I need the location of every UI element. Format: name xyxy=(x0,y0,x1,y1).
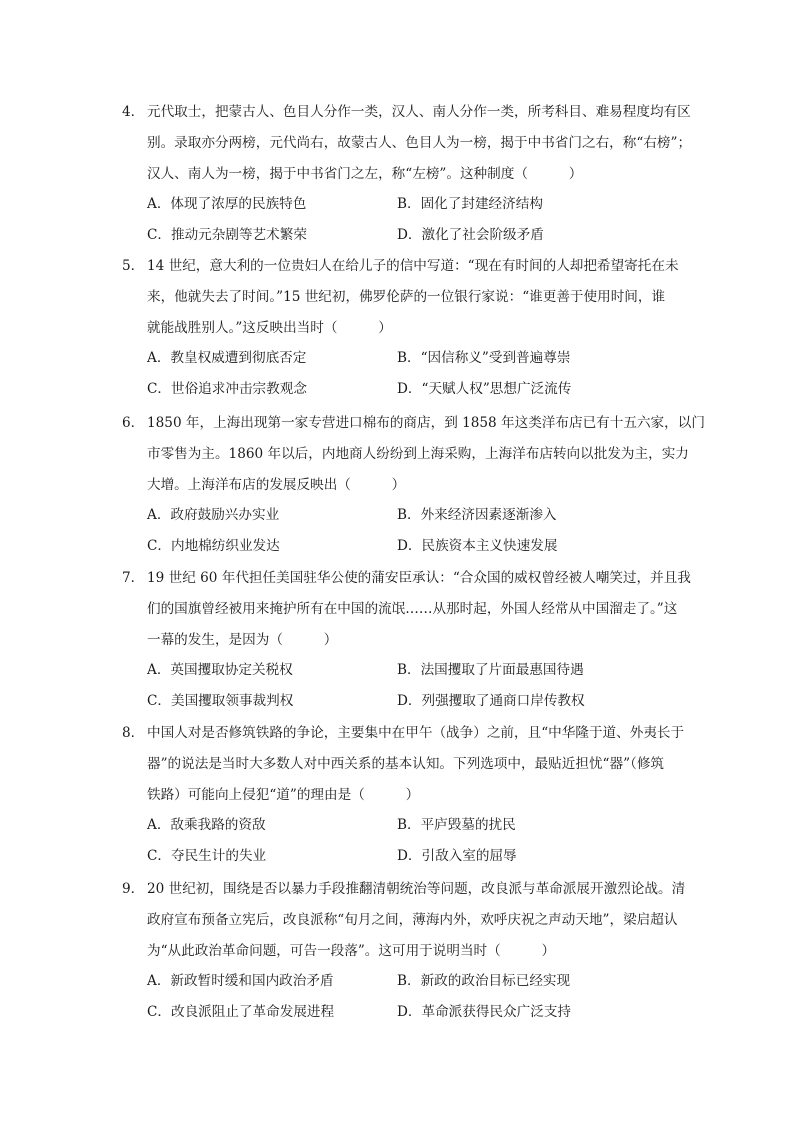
option-d[interactable]: D．引敌入室的屈辱 xyxy=(397,848,517,865)
question-stem-line: 别。录取亦分两榜，元代尚右，故蒙古人、色目人为一榜，揭于中书省门之右，称“右榜”； xyxy=(147,134,692,151)
option-b[interactable]: B．法国攫取了片面最惠国待遇 xyxy=(397,662,584,679)
question-7 xyxy=(122,563,692,717)
question-8 xyxy=(122,718,692,872)
question-stem-line: 们的国旗曾经被用来掩护所有在中国的流氓……从那时起，外国人经常从中国溜走了。”这 xyxy=(147,600,678,617)
option-d[interactable]: D．激化了社会阶级矛盾 xyxy=(397,227,544,244)
options xyxy=(122,189,692,251)
option-c[interactable]: C．世俗追求冲击宗教观念 xyxy=(147,381,307,398)
question-stem-line: 市零售为主。1860 年以后，内地商人纷纷到上海采购，上海洋布店转向以批发为主，实力 xyxy=(147,445,689,462)
question-number: 5． xyxy=(122,258,145,274)
question-stem-line: 铁路）可能向上侵犯“道”的理由是（ ） xyxy=(147,786,420,803)
question-5 xyxy=(122,251,692,405)
question-6 xyxy=(122,408,705,562)
options xyxy=(122,655,692,717)
option-c[interactable]: C．改良派阻止了革命发展进程 xyxy=(147,1004,335,1021)
question-stem-line: 6． 1850 年，上海出现第一家专营进口棉布的商店，到 1858 年这类洋布店已有十五六家，以门 xyxy=(122,408,692,439)
question-stem-line: 4． 元代取士，把蒙古人、色目人分作一类，汉人、南人分作一类，所考科目、难易程度均有区 xyxy=(122,97,692,128)
options xyxy=(122,500,692,562)
options xyxy=(122,966,692,1028)
question-number: 6． xyxy=(122,415,145,431)
question-4 xyxy=(122,97,692,251)
options xyxy=(122,343,692,405)
question-stem-line: 政府宣布预备立宪后，改良派称“旬月之间，薄海内外，欢呼庆祝之声动天地”，梁启超认 xyxy=(147,911,678,928)
question-stem-line: 7． 19 世纪 60 年代担任美国驻华公使的蒲安臣承认：“合众国的威权曾经被人嘲笑过，并且我 xyxy=(122,563,692,594)
question-stem-line: 8． 中国人对是否修筑铁路的争论，主要集中在甲午（战争）之前，且“中华隆于道、外夷长于 xyxy=(122,718,692,749)
question-number: 9． xyxy=(122,881,145,897)
option-c[interactable]: C．美国攫取领事裁判权 xyxy=(147,693,294,710)
option-a[interactable]: A．体现了浓厚的民族特色 xyxy=(147,196,307,213)
option-a[interactable]: A．新政暂时缓和国内政治矛盾 xyxy=(147,973,334,990)
question-number: 4． xyxy=(122,104,145,120)
question-stem-line: 汉人、南人为一榜，揭于中书省门之左，称“左榜”。这种制度（ ） xyxy=(147,165,583,182)
option-b[interactable]: B．新政的政治目标已经实现 xyxy=(397,973,571,990)
option-c[interactable]: C．夺民生计的失业 xyxy=(147,848,267,865)
question-stem-line: 器”的说法是当时大多数人对中西关系的基本认知。下列选项中，最贴近担忧“器”（修筑 xyxy=(147,755,665,772)
question-stem-line: 5． 14 世纪，意大利的一位贵妇人在给儿子的信中写道：“现在有时间的人却把希望寄托在未 xyxy=(122,251,692,282)
option-b[interactable]: B．外来经济因素逐渐渗入 xyxy=(397,507,557,524)
option-a[interactable]: A．敌乘我路的资敌 xyxy=(147,817,266,834)
option-d[interactable]: D．列强攫取了通商口岸传教权 xyxy=(397,693,585,710)
question-number: 8． xyxy=(122,725,145,741)
question-stem-line: 来，他就失去了时间。”15 世纪初，佛罗伦萨的一位银行家说：“谁更善于使用时间，谁 xyxy=(147,288,666,305)
option-a[interactable]: A．政府鼓励兴办实业 xyxy=(147,507,280,524)
question-stem-line: 大增。上海洋布店的发展反映出（ ） xyxy=(147,476,406,493)
option-c[interactable]: C．推动元杂剧等艺术繁荣 xyxy=(147,227,307,244)
question-stem-line: 一幕的发生，是因为（ ） xyxy=(147,631,338,648)
question-9 xyxy=(122,874,692,1028)
options xyxy=(122,810,692,872)
option-d[interactable]: D．“天赋人权”思想广泛流传 xyxy=(397,381,572,398)
option-b[interactable]: B．固化了封建经济结构 xyxy=(397,196,543,213)
question-stem-line: 就能战胜别人。”这反映出当时（ ） xyxy=(147,319,392,336)
option-b[interactable]: B．平庐毁墓的扰民 xyxy=(397,817,516,834)
option-c[interactable]: C．内地棉纺织业发达 xyxy=(147,538,280,555)
option-a[interactable]: A．英国攫取协定关税权 xyxy=(147,662,293,679)
question-number: 7． xyxy=(122,570,145,586)
option-b[interactable]: B．“因信称义”受到普遍尊崇 xyxy=(397,350,571,367)
option-a[interactable]: A．教皇权威遭到彻底否定 xyxy=(147,350,307,367)
option-d[interactable]: D．革命派获得民众广泛支持 xyxy=(397,1004,572,1021)
question-stem-line: 为“从此政治革命问题，可告一段落”。这可用于说明当时（ ） xyxy=(147,942,556,959)
option-d[interactable]: D．民族资本主义快速发展 xyxy=(397,538,558,555)
question-stem-line: 9． 20 世纪初，围绕是否以暴力手段推翻清朝统治等问题，改良派与革命派展开激烈论战。清 xyxy=(122,874,692,905)
